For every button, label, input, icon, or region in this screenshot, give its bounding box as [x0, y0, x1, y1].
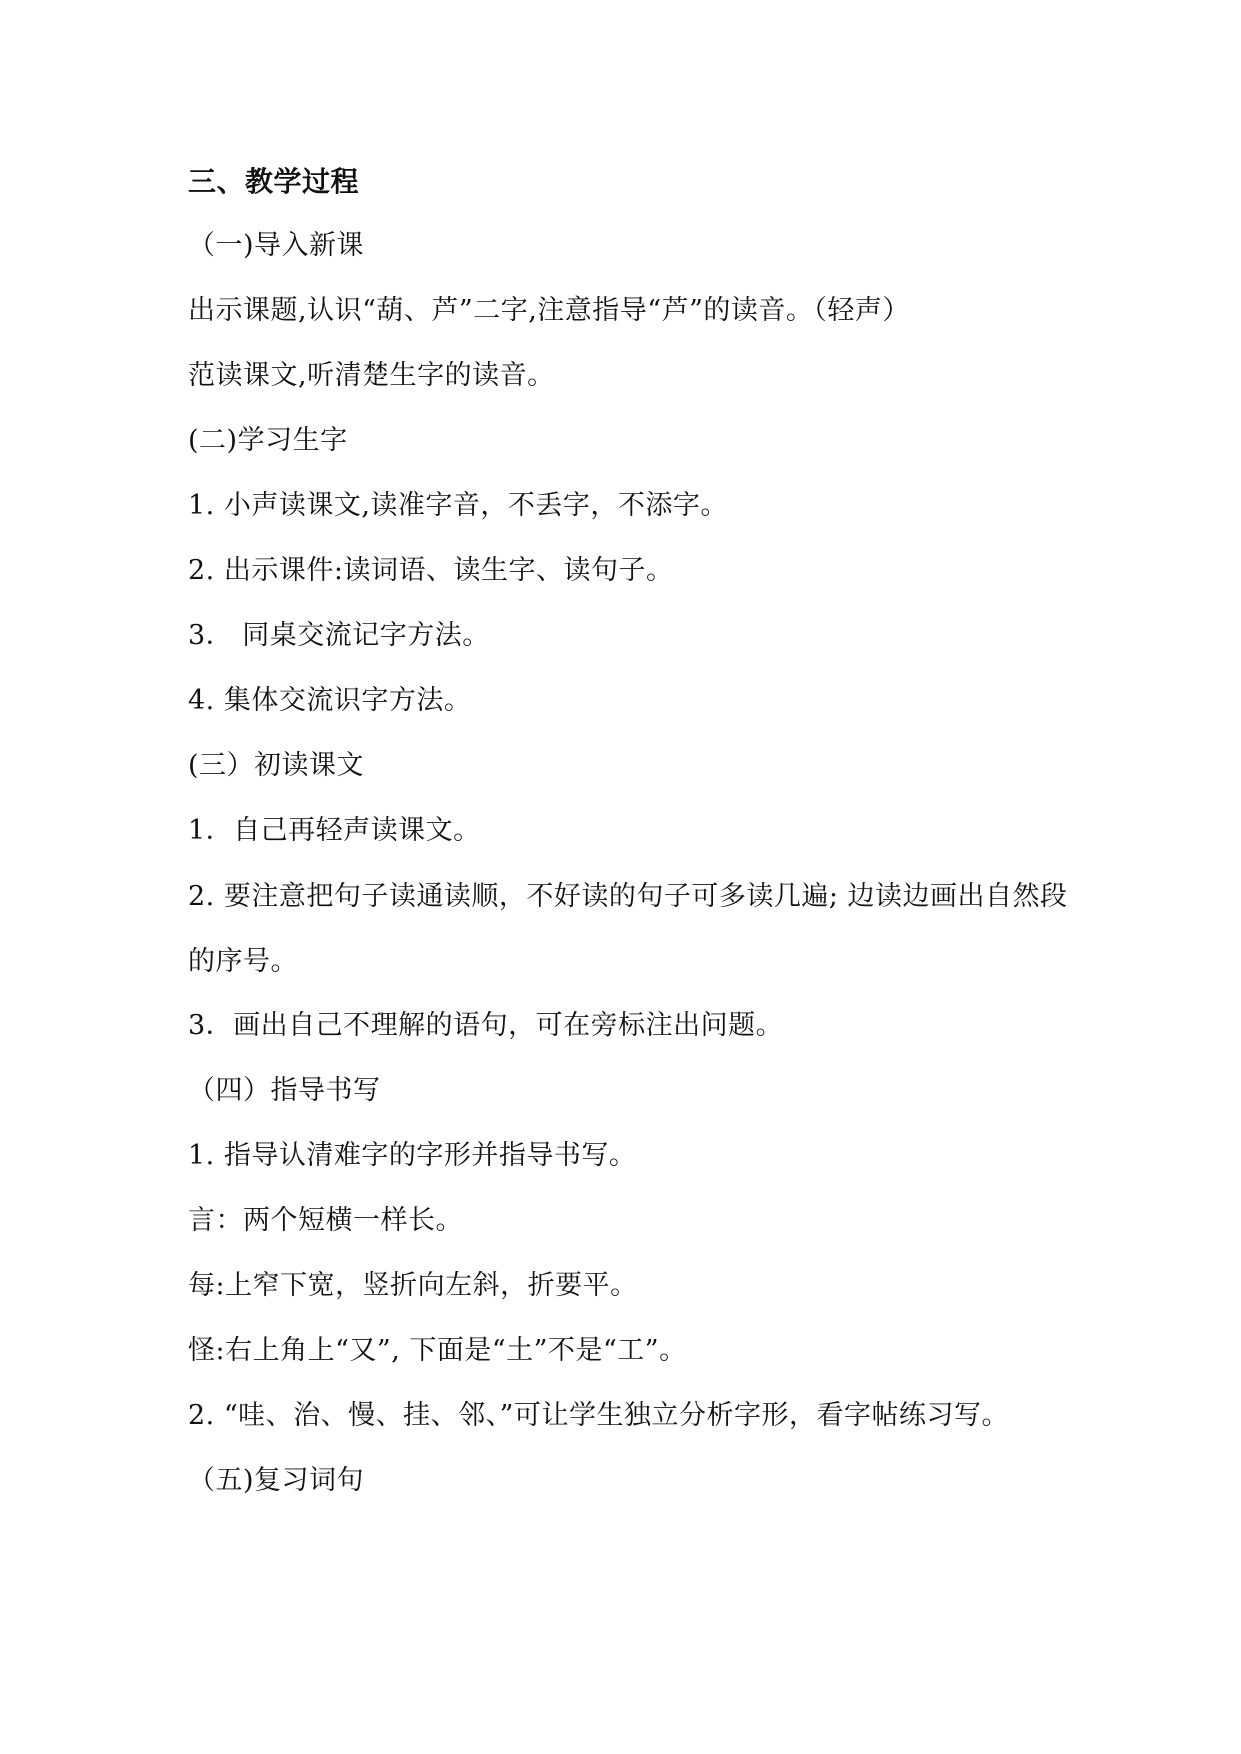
- document-body: [188, 158, 1068, 1526]
- paragraph-line: 言：两个短横一样长。: [188, 1205, 463, 1236]
- paragraph-line: 怪:右上角上“又”, 下面是“土”不是“工”。: [188, 1335, 687, 1366]
- section-heading: 三、教学过程: [188, 165, 360, 198]
- paragraph-line: 出示课题,认识“葫、芦”二字,注意指导“芦”的读音。（轻声）: [188, 295, 910, 326]
- list-item: 1．自己再轻声读课文。: [188, 815, 481, 846]
- paragraph-line: 每:上窄下宽，竖折向左斜，折要平。: [188, 1270, 638, 1301]
- paragraph-line: 范读课文,听清楚生字的读音。: [188, 360, 555, 391]
- list-item: 2. 要注意把句子读通读顺，不好读的句子可多读几遍; 边读边画出自然段的序号。: [188, 881, 1068, 977]
- subsection-heading-4: （四）指导书写: [188, 1075, 381, 1106]
- subsection-heading-1: （一)导入新课: [188, 230, 365, 261]
- subsection-heading-2: (二)学习生字: [188, 425, 348, 456]
- subsection-heading-3: (三）初读课文: [188, 750, 365, 781]
- list-item: 1. 小声读课文,读准字音，不丢字，不添字。: [188, 490, 728, 521]
- subsection-heading-5: （五)复习词句: [188, 1465, 365, 1496]
- list-item: 3． 同桌交流记字方法。: [188, 620, 490, 651]
- list-item: 2. 出示课件:读词语、读生字、读句子。: [188, 555, 674, 586]
- list-item: 3．画出自己不理解的语句，可在旁标注出问题。: [188, 1010, 784, 1041]
- list-item: 4. 集体交流识字方法。: [188, 685, 472, 716]
- list-item: 1. 指导认清难字的字形并指导书写。: [188, 1140, 637, 1171]
- list-item: 2. “哇、治、慢、挂、邻、”可让学生独立分析字形，看字帖练习写。: [188, 1400, 1009, 1431]
